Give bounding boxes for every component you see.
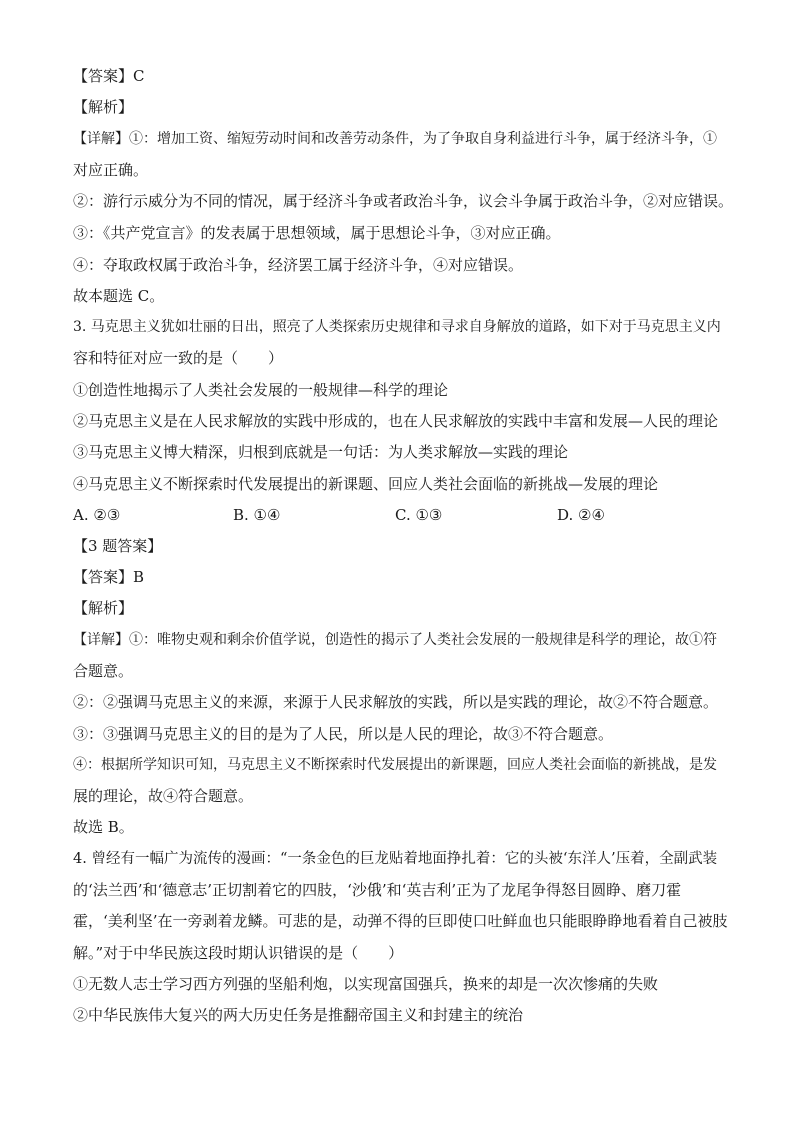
- conclusion-line: 故本题选 C。: [73, 287, 165, 305]
- question-3-stem: 3. 马克思主义犹如壮丽的日出，照亮了人类探索历史规律和寻求自身解放的道路，如下对于马克思主义内: [73, 319, 721, 335]
- question-4-stem: 4. 曾经有一幅广为流传的漫画：“一条金色的巨龙贴着地面挣扎着：它的头被‘东洋人’压着，全副武装: [73, 851, 718, 867]
- answer-label-q3: 【答案】B: [73, 568, 145, 586]
- statement-item: ②马克思主义是在人民求解放的实践中形成的，也在人民求解放的实践中丰富和发展—人民的理论: [73, 412, 719, 430]
- explanation-line: 合题意。: [73, 662, 134, 680]
- statement-item: ②中华民族伟大复兴的两大历史任务是推翻帝国主义和封建主的统治: [73, 1006, 524, 1024]
- explanation-line: ③：③强调马克思主义的目的是为了人民，所以是人民的理论，故③不符合题意。: [73, 725, 614, 743]
- explanation-line: 【详解】①：唯物史观和剩余价值学说，创造性的揭示了人类社会发展的一般规律是科学的理论，故①符: [73, 632, 717, 648]
- analysis-label-q2: 【解析】: [73, 98, 134, 116]
- answer-options: [73, 505, 733, 525]
- explanation-line: ④：夺取政权属于政治斗争，经济罢工属于经济斗争，④对应错误。: [73, 256, 524, 274]
- explanation-line: ②：游行示威分为不同的情况，属于经济斗争或者政治斗争，议会斗争属于政治斗争，②对应错误。: [73, 192, 734, 210]
- option-d: D. ②④: [557, 506, 605, 524]
- explanation-line: ④：根据所学知识可知，马克思主义不断探索时代发展提出的新课题，回应人类社会面临的新挑战，是发: [73, 757, 717, 773]
- question-4-stem: 解。”对于中华民族这段时期认识错误的是（ ）: [73, 944, 404, 962]
- question-4-stem: 霍，‘美利坚’在一旁剥着龙鳞。可悲的是，动弹不得的巨即使口吐鲜血也只能眼睁睁地看着自己被肢: [73, 912, 728, 930]
- statement-item: ③马克思主义博大精深，归根到底就是一句话：为人类求解放—实践的理论: [73, 443, 569, 461]
- explanation-line: 对应正确。: [73, 161, 149, 179]
- analysis-label-q3: 【解析】: [73, 599, 134, 617]
- statement-item: ①创造性地揭示了人类社会发展的一般规律—科学的理论: [73, 381, 449, 399]
- statement-item: ①无数人志士学习西方列强的坚船利炮，以实现富国强兵，换来的却是一次次惨痛的失败: [73, 975, 659, 993]
- question-4-stem: 的‘法兰西’和‘德意志’正切割着它的四肢，‘沙俄’和‘英吉利’正为了龙尾争得怒目圆睁、磨刀霍: [73, 881, 682, 899]
- option-b: B. ①④: [233, 506, 281, 524]
- conclusion-line: 故选 B。: [73, 818, 134, 836]
- option-a: A. ②③: [73, 506, 121, 524]
- question-3-stem: 容和特征对应一致的是（ ）: [73, 349, 284, 367]
- explanation-line: 【详解】①：增加工资、缩短劳动时间和改善劳动条件，为了争取自身利益进行斗争，属于经济斗争，①: [73, 131, 717, 147]
- option-c: C. ①③: [395, 506, 443, 524]
- explanation-line: 展的理论，故④符合题意。: [73, 787, 254, 805]
- explanation-line: ②：②强调马克思主义的来源，来源于人民求解放的实践，所以是实践的理论，故②不符合题意。: [73, 693, 719, 711]
- explanation-line: ③：《共产党宣言》的发表属于思想领域，属于思想论斗争，③对应正确。: [73, 224, 561, 242]
- answer-heading-q3: 【3 题答案】: [73, 537, 163, 555]
- statement-item: ④马克思主义不断探索时代发展提出的新课题、回应人类社会面临的新挑战—发展的理论: [73, 475, 659, 493]
- answer-label-q2: 【答案】C: [73, 67, 145, 85]
